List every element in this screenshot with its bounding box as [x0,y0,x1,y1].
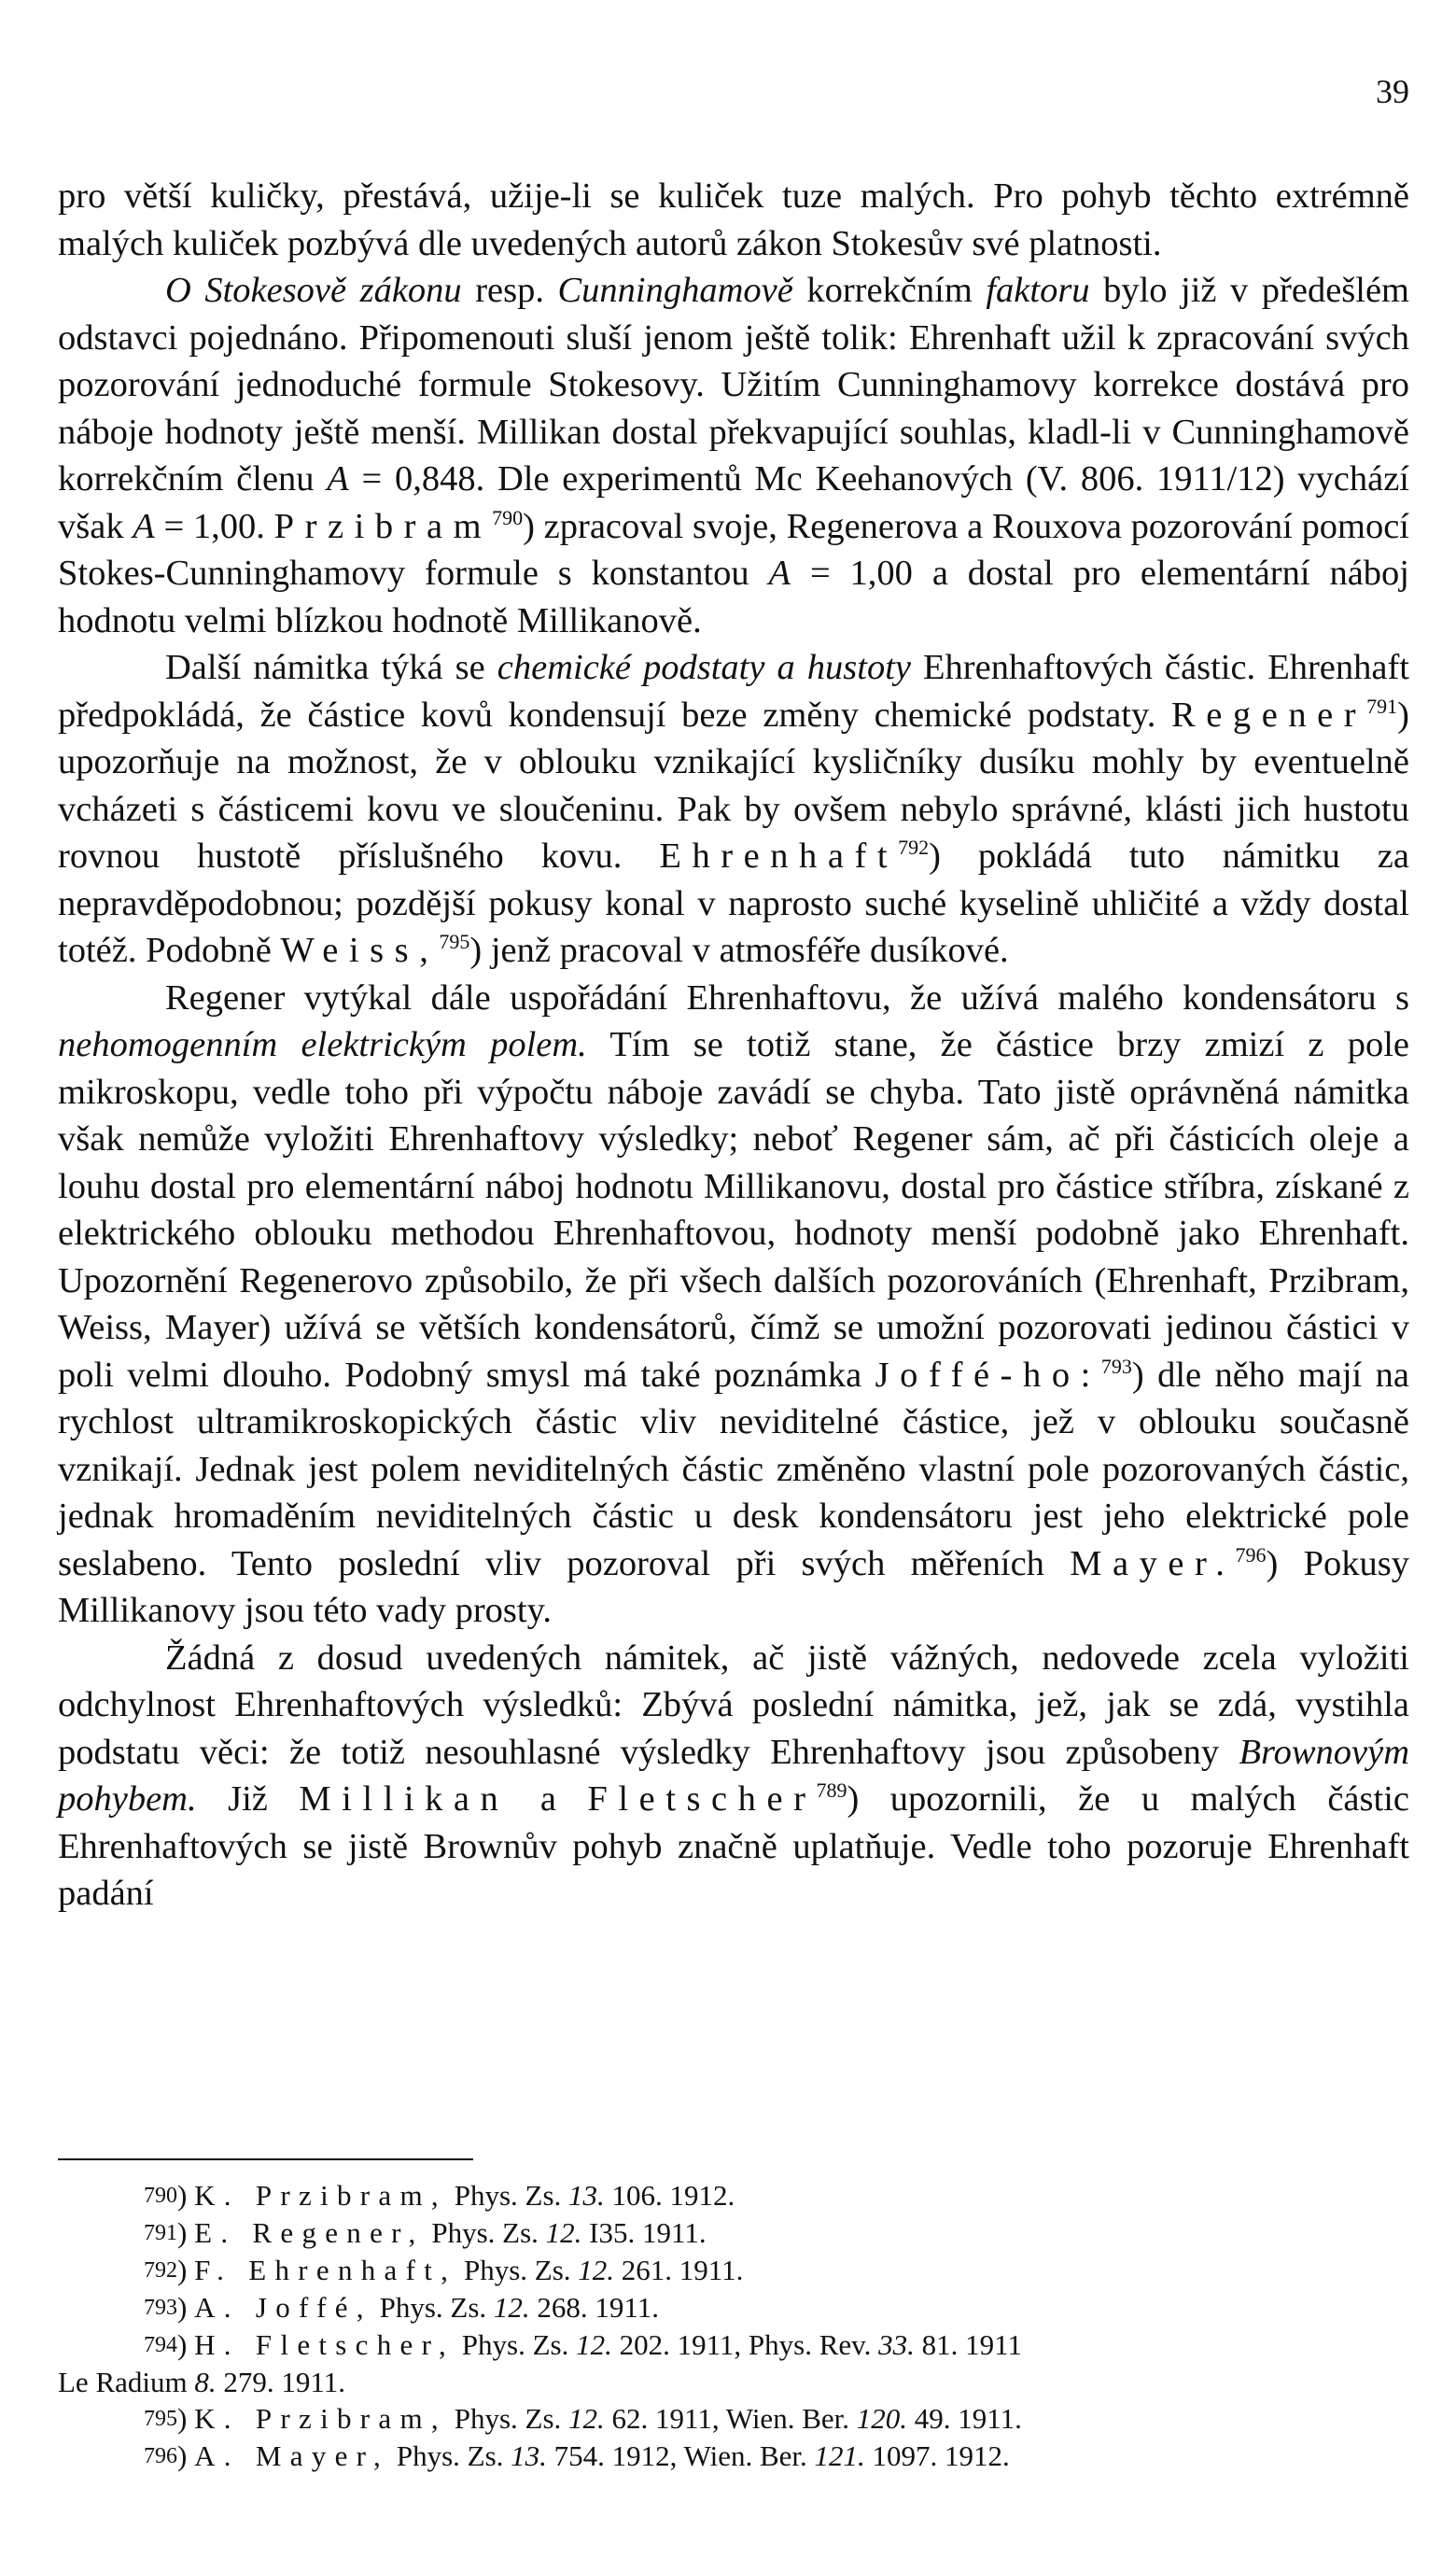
footnote-ref: 796 [1235,1542,1267,1567]
paragraph [58,644,1409,975]
text-run: Tím se totiž stane, že částice brzy zmizí z pole mikroskopu, vedle toho při výpočtu náboje zavádí se chyba. Tato jistě oprávněná námitka však nemůže vyložiti Ehrenhaftovy výsledky; neboť Regener sám, ač při částicích oleje a louhu dostal pro elementární náboj hodnotu Millikanovu, dostal pro částice stříbra, získané z elektrického oblouku methodou Ehrenhaftovou, hodnoty menší podobně jako Ehrenhaft. Upozornění Regenerovo způsobilo, že při všech dalších pozorováních (Ehrenhaft, Przibram, Weiss, Mayer) užívá se větších kondensátorů, čímž se umožní pozorovati jedinou částici v poli velmi dlouho. Podobný smysl má také poznámka [58,1025,1409,1395]
footnote-journal: Le Radium [58,2366,195,2398]
footnote [58,2252,1409,2289]
footnote-author: H. Fletscher, [194,2328,455,2361]
footnote-author: F. Ehrenhaft, [194,2254,457,2286]
footnote-ref: 792 [898,836,930,859]
footnote [58,2214,1409,2252]
footnote-number: 793 [144,2296,177,2320]
text-run: A [133,506,155,546]
footnote-paren: ) [177,2254,195,2286]
footnote-journal: Phys. Zs. [455,2328,577,2361]
footnote-number: 792 [144,2258,177,2283]
footnote-pages: 279. 1911. [216,2366,345,2398]
footnote-volume: 12. [493,2291,530,2324]
body-text [58,173,1409,1918]
footnote-pages: 754. 1912, Wien. Ber. [546,2439,815,2472]
footnote-continuation [58,2364,1409,2400]
footnote-ref: 789 [816,1778,847,1802]
footnote-ref: 791 [1366,694,1398,718]
text-run: ) jenž pracoval v atmosféře dusíkové. [469,931,1009,970]
text-run: ) upozorňuje na možnost, že v oblouku vznikající kysličníky dusíku mohly by eventuelně vcházeti s částicemi kovu ve sloučeninu. Pak by ovšem nebylo správné, klásti jich hustotu rovnou hustotě příslušného kovu. [58,695,1409,876]
footnote-author: A. Mayer, [194,2439,390,2472]
footnote-journal: Phys. Zs. [446,2402,569,2435]
text-run: Regener [1171,695,1367,735]
paragraph [58,1635,1409,1918]
text-run: ) dle něho mají na rychlost ultramikroskopických částic vliv neviditelné částice, jež v oblouku současně vznikají. Jednak jest polem neviditelných částic změněno vlastní pole pozorovaných částic, jednak hromaděním neviditelných částic u desk kondensátoru jest jeho elektrické pole seslabeno. Tento poslední vliv pozoroval při svých měřeních [58,1355,1409,1583]
footnote-paren: ) [177,2439,195,2472]
text-run: = 0,848. Dle experimentů Mc Keehanových (V. 806. 1911/12) vychází však [58,459,1409,546]
text-run: Již [196,1779,300,1819]
footnote-author: E. Regener, [194,2216,425,2249]
text-run: Cunninghamově [557,271,793,310]
footnote-journal: Phys. Zs. [389,2439,511,2472]
text-run: ) zpracoval svoje, Regenerova a Rouxova pozorování pomocí Stokes-Cunninghamovy formule s konstantou [58,506,1410,593]
footnote-pages: I35. 1911. [581,2216,707,2249]
footnote-ref: 790 [492,505,524,529]
footnote-paren: ) [177,2402,195,2435]
text-run: Mayer. [1070,1543,1236,1583]
text-run: Ehrenhaftových částic. Ehrenhaft předpokládá, že částice kovů kondensují beze změny chemické podstaty. [58,648,1409,735]
footnote-author: A. Joffé, [194,2291,372,2324]
text-run: nehomogenním elektrickým polem. [58,1025,587,1064]
text-run: Fletscher [587,1779,817,1819]
footnote-journal: Phys. Zs. [371,2291,494,2324]
footnote-journal: Phys. Zs. [424,2216,546,2249]
text-run: A [327,459,349,499]
text-run: bylo již v předešlém odstavci pojednáno. Připomenouti sluší jenom ještě tolik: Ehrenhaft užil k zpracování svých pozorování jednoduché formule Stokesovy. Užitím Cunninghamovy korrekce dostává pro náboje hodnoty ještě menší. Millikan dostal překvapující souhlas, kladl-li v Cunninghamově korrekčním členu [58,271,1410,499]
text-run: ) Pokusy Millikanovy jsou této vady prosty. [58,1543,1409,1630]
text-run: = 1,00. [154,506,274,546]
footnote-pages: 81. 1911 [914,2328,1023,2361]
footnote-paren: ) [177,2179,195,2212]
paragraph [58,975,1409,1635]
footnote [58,2400,1409,2438]
page-number: 39 [1376,73,1409,110]
paragraph [58,267,1409,644]
footnote-number: 795 [144,2407,177,2431]
text-run: Ehrenhaft [659,836,899,876]
text-run: O Stokesově zákonu [165,271,462,310]
footnote-paren: ) [177,2216,195,2249]
footnote-volume: 121. [814,2439,865,2472]
footnote-number: 796 [144,2444,177,2468]
footnote-pages: 49. 1911. [907,2402,1022,2435]
footnote-author: K. Przibram, [194,2402,447,2435]
footnote-volume: 8. [194,2366,217,2398]
footnote-journal: Phys. Zs. [446,2179,569,2212]
footnote-ref: 793 [1100,1354,1132,1378]
footnote-number: 791 [144,2221,177,2245]
footnote [58,2438,1409,2475]
footnote-volume: 12. [578,2254,615,2286]
footnote-volume: 13. [568,2179,605,2212]
footnote-ref: 795 [439,930,470,953]
footnote-pages: 1097. 1912. [864,2439,1010,2472]
footnote-author: K. Przibram, [194,2179,447,2212]
text-run: A [768,554,791,593]
text-run: pro větší kuličky, přestává, užije-li se kuliček tuze malých. Pro pohyb těchto extrémně malých kuliček pozbývá dle uvedených autorů zákon Stokesův své platnosti. [58,176,1409,263]
text-run: Weiss, [280,931,440,970]
text-run: resp. [461,271,558,310]
text-run: ) upozornili, že u malých částic Ehrenhaftových se jistě Brownův pohyb značně uplatňuje. Vedle toho pozoruje Ehrenhaft padání [58,1779,1409,1913]
footnote-number: 794 [144,2333,177,2357]
footnote-volume: 12. [568,2402,605,2435]
text-run: = 1,00 a dostal pro elementární náboj hodnotu velmi blízkou hodnotě Millikanově. [58,554,1409,640]
footnote-paren: ) [177,2328,195,2361]
text-run: Regener vytýkal dále uspořádání Ehrenhaftovu, že užívá malého kondensátoru s [165,977,1409,1018]
footnote-pages: 268. 1911. [529,2291,659,2324]
footnote [58,2177,1409,2214]
footnote-volume: 13. [511,2439,547,2472]
text-run: Joffé-ho: [875,1355,1101,1395]
text-run: ) pokládá tuto námitku za nepravděpodobnou; pozdější pokusy konal v naprosto suché kyselině uhličité a vždy dostal totéž. Podobně [58,836,1409,970]
footnote-pages: 202. 1911, Phys. Rev. [611,2328,879,2361]
paragraph [58,173,1409,267]
footnotes [58,2177,1409,2475]
text-run: Millikan [299,1779,510,1819]
footnote [58,2326,1409,2364]
text-run: Žádná z dosud uvedených námitek, ač jistě vážných, nedovede zcela vyložiti odchylnost Ehrenhaftových výsledků: Zbývá poslední námitka, jež, jak se zdá, vystihla podstatu věci: že totiž nesouhlasné výsledky Ehrenhaftovy jsou způsobeny [58,1637,1409,1772]
footnote-paren: ) [177,2291,195,2324]
footnote-volume: 12. [545,2216,582,2249]
footnote-volume: 33. [878,2328,915,2361]
footnote-pages: 106. 1912. [604,2179,735,2212]
footnote-number: 790 [144,2184,177,2208]
text-run: chemické podstaty a hustoty [497,648,911,687]
footnote-volume: 120. [856,2402,907,2435]
text-run: Przibram [273,506,493,546]
footnote [58,2289,1409,2326]
footnote-pages: 261. 1911. [614,2254,744,2286]
text-run: faktoru [986,271,1090,310]
footnote-journal: Phys. Zs. [456,2254,579,2286]
text-run: korrekčním [792,271,987,310]
footnote-pages: 62. 1911, Wien. Ber. [604,2402,857,2435]
text-run: a [509,1779,588,1819]
text-run: Brownovým pohybem. [58,1732,1409,1819]
footnote-separator [58,2158,473,2160]
footnote-volume: 12. [576,2328,612,2361]
text-run: Další námitka týká se [165,648,497,687]
